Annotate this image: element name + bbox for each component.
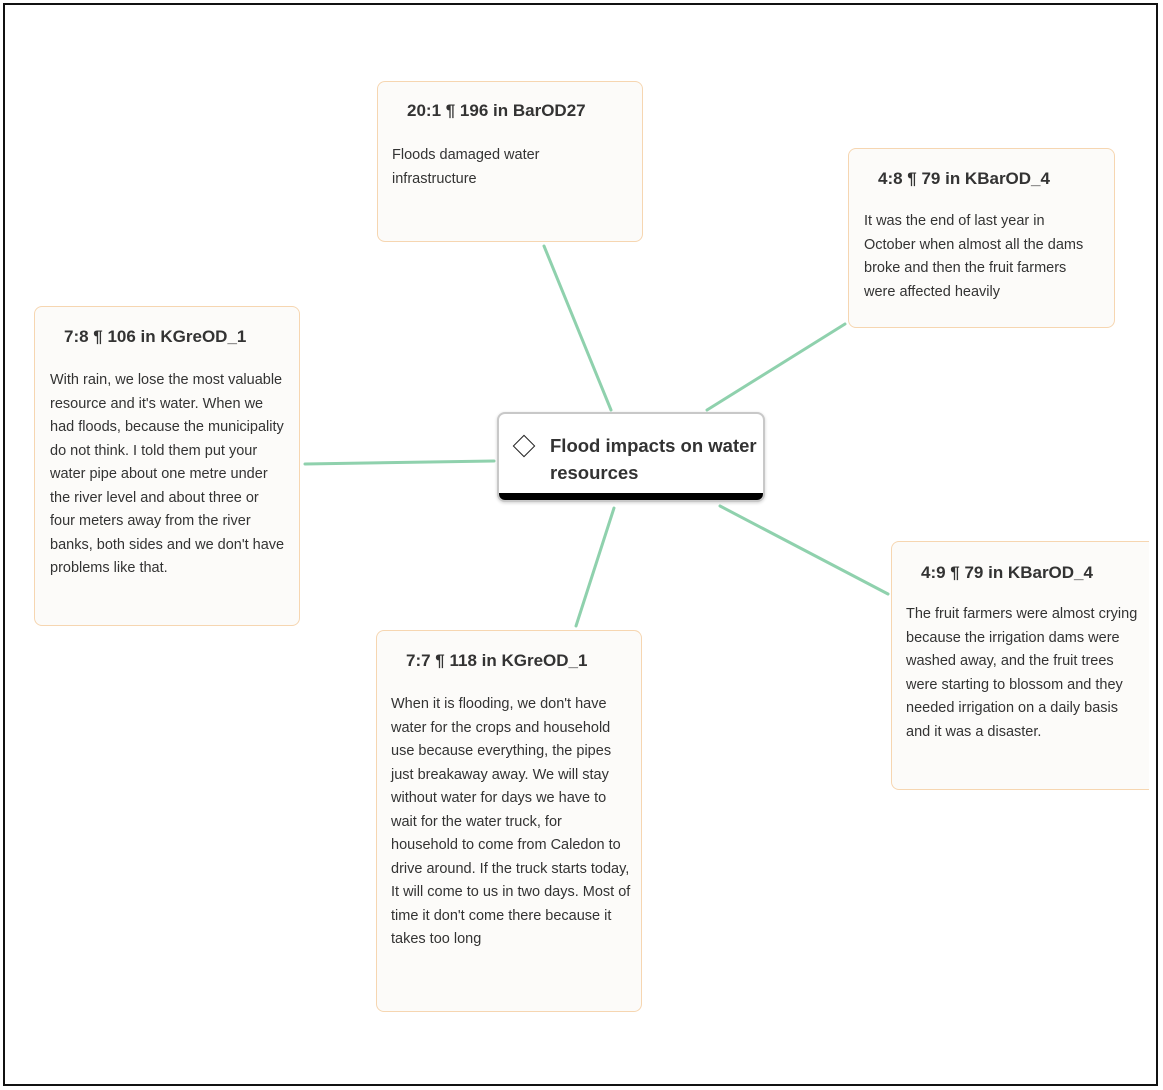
quote-text: When it is flooding, we don't have water for the crops and household use because everything, the pipes just breakaway away. We will stay without water for days we have to wait for the water truck, for household to come from Caledon to drive around. If the truck starts today, It will come to us in two days. Most of time it don't come there because it takes too long <box>391 696 631 947</box>
link-to-quote-7-8 <box>305 461 494 464</box>
quote-text: The fruit farmers were almost crying because the irrigation dams were washed away, and the fruit trees were starting to blossom and they needed irrigation on a daily basis and it was a disaster. <box>906 606 1138 740</box>
diamond-icon <box>513 435 536 458</box>
quote-card[interactable] <box>377 81 643 242</box>
code-node[interactable] <box>497 412 765 502</box>
link-to-quote-4-9 <box>720 506 888 594</box>
code-title: Flood impacts on water resources <box>550 435 757 483</box>
link-to-quote-4-8 <box>707 324 845 410</box>
quote-reference: 20:1 ¶ 196 in BarOD27 <box>407 101 586 120</box>
quote-card[interactable] <box>376 630 642 1012</box>
quote-reference: 7:7 ¶ 118 in KGreOD_1 <box>406 651 588 670</box>
quote-card[interactable] <box>891 541 1149 790</box>
quote-reference: 4:9 ¶ 79 in KBarOD_4 <box>921 563 1093 582</box>
node-underline-bar <box>499 493 763 500</box>
link-to-quote-20-1 <box>544 246 611 410</box>
quote-reference: 4:8 ¶ 79 in KBarOD_4 <box>878 169 1050 188</box>
quote-text: It was the end of last year in October when almost all the dams broke and then the fruit farmers were affected heavily <box>864 213 1084 300</box>
quote-card[interactable] <box>34 306 300 626</box>
quote-card[interactable] <box>848 148 1115 328</box>
quote-reference: 7:8 ¶ 106 in KGreOD_1 <box>64 327 247 346</box>
quote-text: Floods damaged water infrastructure <box>392 147 540 187</box>
link-to-quote-7-7 <box>576 508 614 626</box>
quote-text: With rain, we lose the most valuable resource and it's water. When we had floods, because the municipality do not think. I told them put your water pipe about one metre under the river level and about three or four meters away from the river banks, both sides and we don't have problems like that. <box>50 372 285 576</box>
